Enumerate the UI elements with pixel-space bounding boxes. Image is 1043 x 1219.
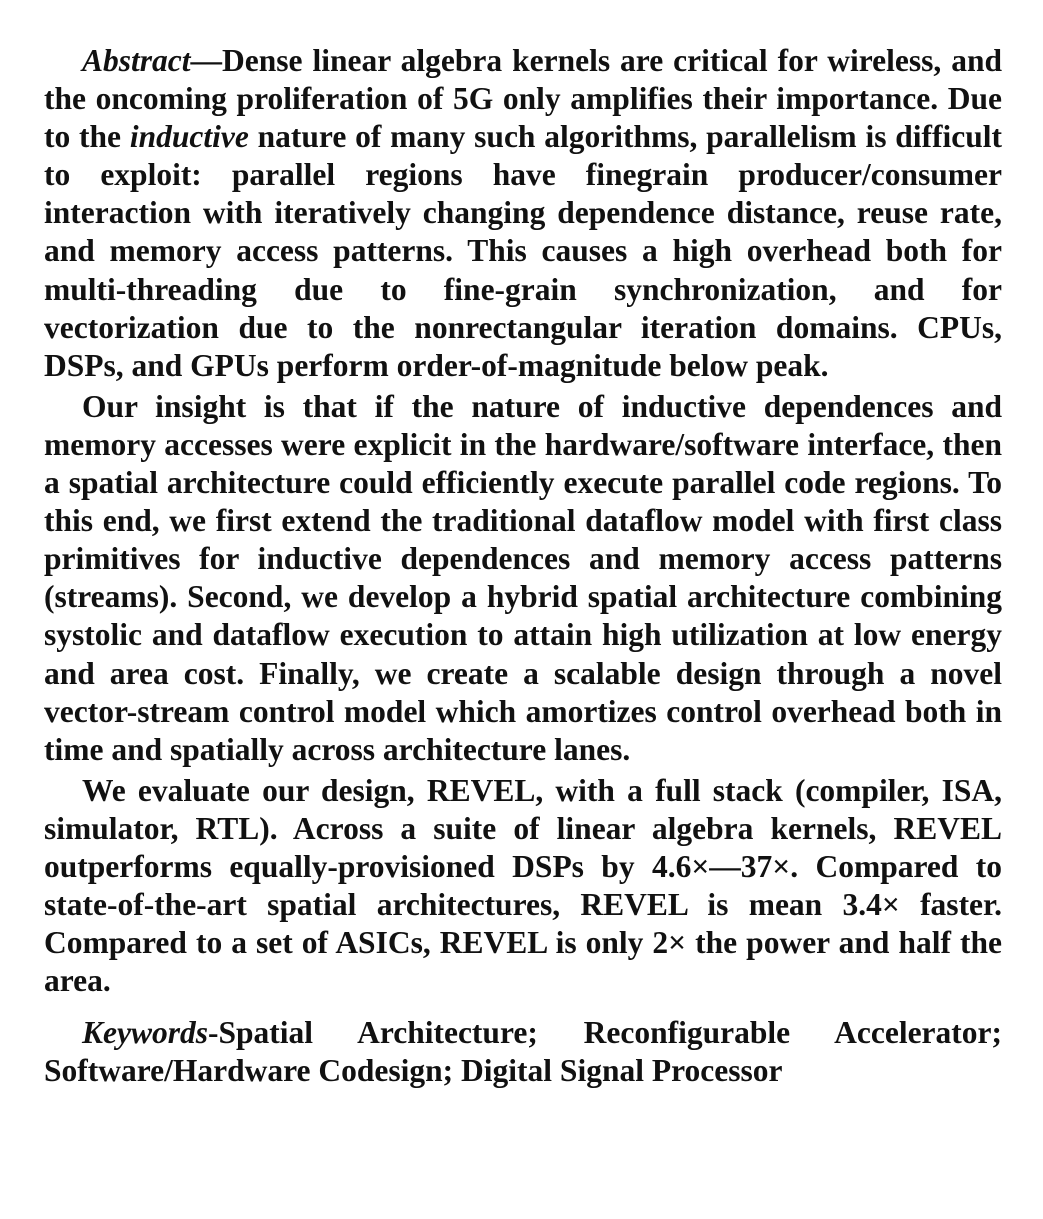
abstract-text-1b: nature of many such algorithms, parallelism is difficult to exploit: parallel regions have finegrain producer/consumer interaction with iteratively changing dependence distance, reuse rate, and memory access patterns. This causes a high overhead both for multi-threading due to fine-grain synchronization, and for vectorization due to the nonrectangular iteration domains. CPUs, DSPs, and GPUs perform order-of-magnitude below peak. bbox=[44, 119, 1002, 383]
abstract-emphasis-inductive: inductive bbox=[129, 119, 249, 155]
abstract-paragraph-1 bbox=[44, 42, 1002, 385]
abstract-dash: — bbox=[190, 43, 223, 78]
keywords-label: Keywords bbox=[82, 1015, 208, 1051]
abstract-label: Abstract bbox=[82, 43, 191, 78]
keywords-text: -Spatial Architecture; Reconfigurable Accelerator; Software/Hardware Codesign; Digital Signal Processor bbox=[44, 1015, 1002, 1089]
abstract-text-2: Our insight is that if the nature of inductive dependences and memory accesses were explicit in the hardware/software interface, then a spatial architecture could efficiently execute parallel code regions. To this end, we first extend the traditional dataflow model with first class primitives for inductive dependences and memory access patterns (streams). Second, we develop a hybrid spatial architecture combining systolic and dataflow execution to attain high utilization at low energy and area cost. Finally, we create a scalable design through a novel vector-stream control model which amortizes control overhead both in time and spatially across architecture lanes. bbox=[44, 388, 1002, 767]
abstract-section bbox=[44, 42, 1002, 1091]
keywords-paragraph bbox=[44, 1014, 1002, 1090]
abstract-paragraph-2 bbox=[44, 388, 1002, 769]
abstract-text-3: We evaluate our design, REVEL, with a full stack (compiler, ISA, simulator, RTL). Across a suite of linear algebra kernels, REVEL outperforms equally-provisioned DSPs by 4.6×—37×. Compared to state-of-the-art spatial architectures, REVEL is mean 3.4× faster. Compared to a set of ASICs, REVEL is only 2× the power and half the area. bbox=[44, 772, 1002, 999]
abstract-paragraph-3 bbox=[44, 772, 1002, 1001]
abstract-text-1a: Dense linear algebra kernels are critical for wireless, and the oncoming proliferation of 5G only amplifies their importance. Due to the bbox=[44, 43, 1002, 155]
